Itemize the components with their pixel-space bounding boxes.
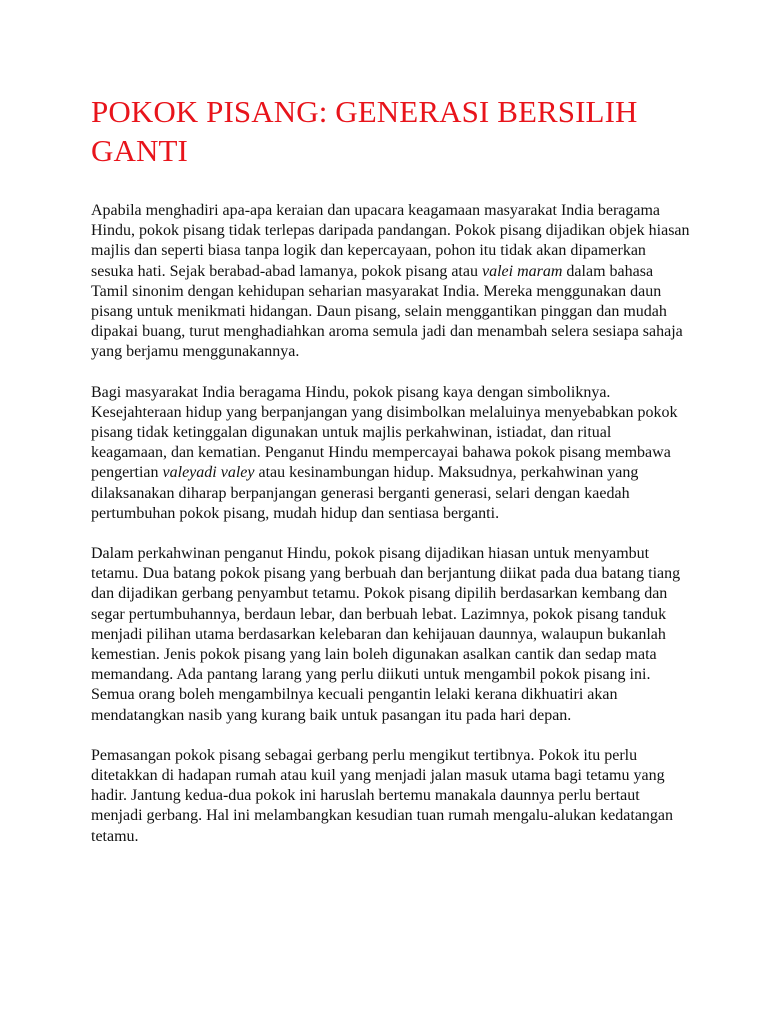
paragraph-4 [91, 746, 691, 847]
document-body [91, 201, 691, 847]
paragraph-2 [91, 383, 691, 524]
paragraph-2-text-b: atau kesinambungan hidup. Maksudnya, perkahwinan yang dilaksanakan diharap berpanjangan generasi berganti generasi, selari dengan kaedah pertumbuhan pokok pisang, mudah hidup dan sentiasa berganti. [91, 464, 639, 522]
paragraph-4-text: Pemasangan pokok pisang sebagai gerbang perlu mengikut tertibnya. Pokok itu perlu ditetakkan di hadapan rumah atau kuil yang menjadi jalan masuk utama bagi tetamu yang hadir. Jantung kedua-dua pokok ini haruslah bertemu manakala daunnya perlu bertaut menjadi gerbang. Hal ini melambangkan kesudian tuan rumah mengalu-alukan kedatangan tetamu. [91, 746, 674, 845]
paragraph-1 [91, 201, 691, 363]
paragraph-2-text-a: Bagi masyarakat India beragama Hindu, pokok pisang kaya dengan simboliknya. Kesejahteraan hidup yang berpanjangan yang disimbolkan melaluinya menyebabkan pokok pisang tidak ketinggalan digunakan untuk majlis perkahwinan, istiadat, dan ritual keagamaan, dan kematian. Penganut Hindu mempercayai bahawa pokok pisang membawa pengertian [91, 383, 678, 482]
paragraph-1-text-b: dalam bahasa Tamil sinonim dengan kehidupan seharian masyarakat India. Mereka menggunakan daun pisang untuk menikmati hidangan. Daun pisang, selain menggantikan pinggan dan mudah dipakai buang, turut menghadiahkan aroma semula jadi dan menambah selera sesiapa sahaja yang berjamu menggunakannya. [91, 262, 683, 361]
paragraph-3 [91, 544, 691, 726]
paragraph-3-text: Dalam perkahwinan penganut Hindu, pokok pisang dijadikan hiasan untuk menyambut tetamu. Dua batang pokok pisang yang berbuah dan berjantung diikat pada dua batang tiang dan dijadikan gerbang penyambut tetamu. Pokok pisang dipilih berdasarkan kembang dan segar pertumbuhannya, berdaun lebar, dan berbuah lebat. Lazimnya, pokok pisang tanduk menjadi pilihan utama berdasarkan kelebaran dan kehijauan daunnya, walaupun bukanlah kemestian. Jenis pokok pisang yang lain boleh digunakan asalkan cantik dan sedap mata memandang. Ada pantang larang yang perlu diikuti untuk mengambil pokok pisang ini. Semua orang boleh mengambilnya kecuali pengantin lelaki kerana dikhuatiri akan mendatangkan nasib yang kurang baik untuk pasangan itu pada hari depan. [91, 545, 681, 724]
document-title: POKOK PISANG: GENERASI BERSILIH GANTI [91, 94, 638, 168]
paragraph-2-italic-term: valeyadi valey [162, 464, 255, 482]
paragraph-1-text-a: Apabila menghadiri apa-apa keraian dan upacara keagamaan masyarakat India beragama Hindu, pokok pisang tidak terlepas daripada pandangan. Pokok pisang dijadikan objek hiasan majlis dan seperti biasa tanpa logik dan kepercayaan, pohon itu tidak akan dipamerkan sesuka hati. Sejak berabad-abad lamanya, pokok pisang atau [91, 202, 690, 280]
document-page [91, 92, 691, 867]
paragraph-1-italic-term: valei maram [481, 262, 563, 280]
